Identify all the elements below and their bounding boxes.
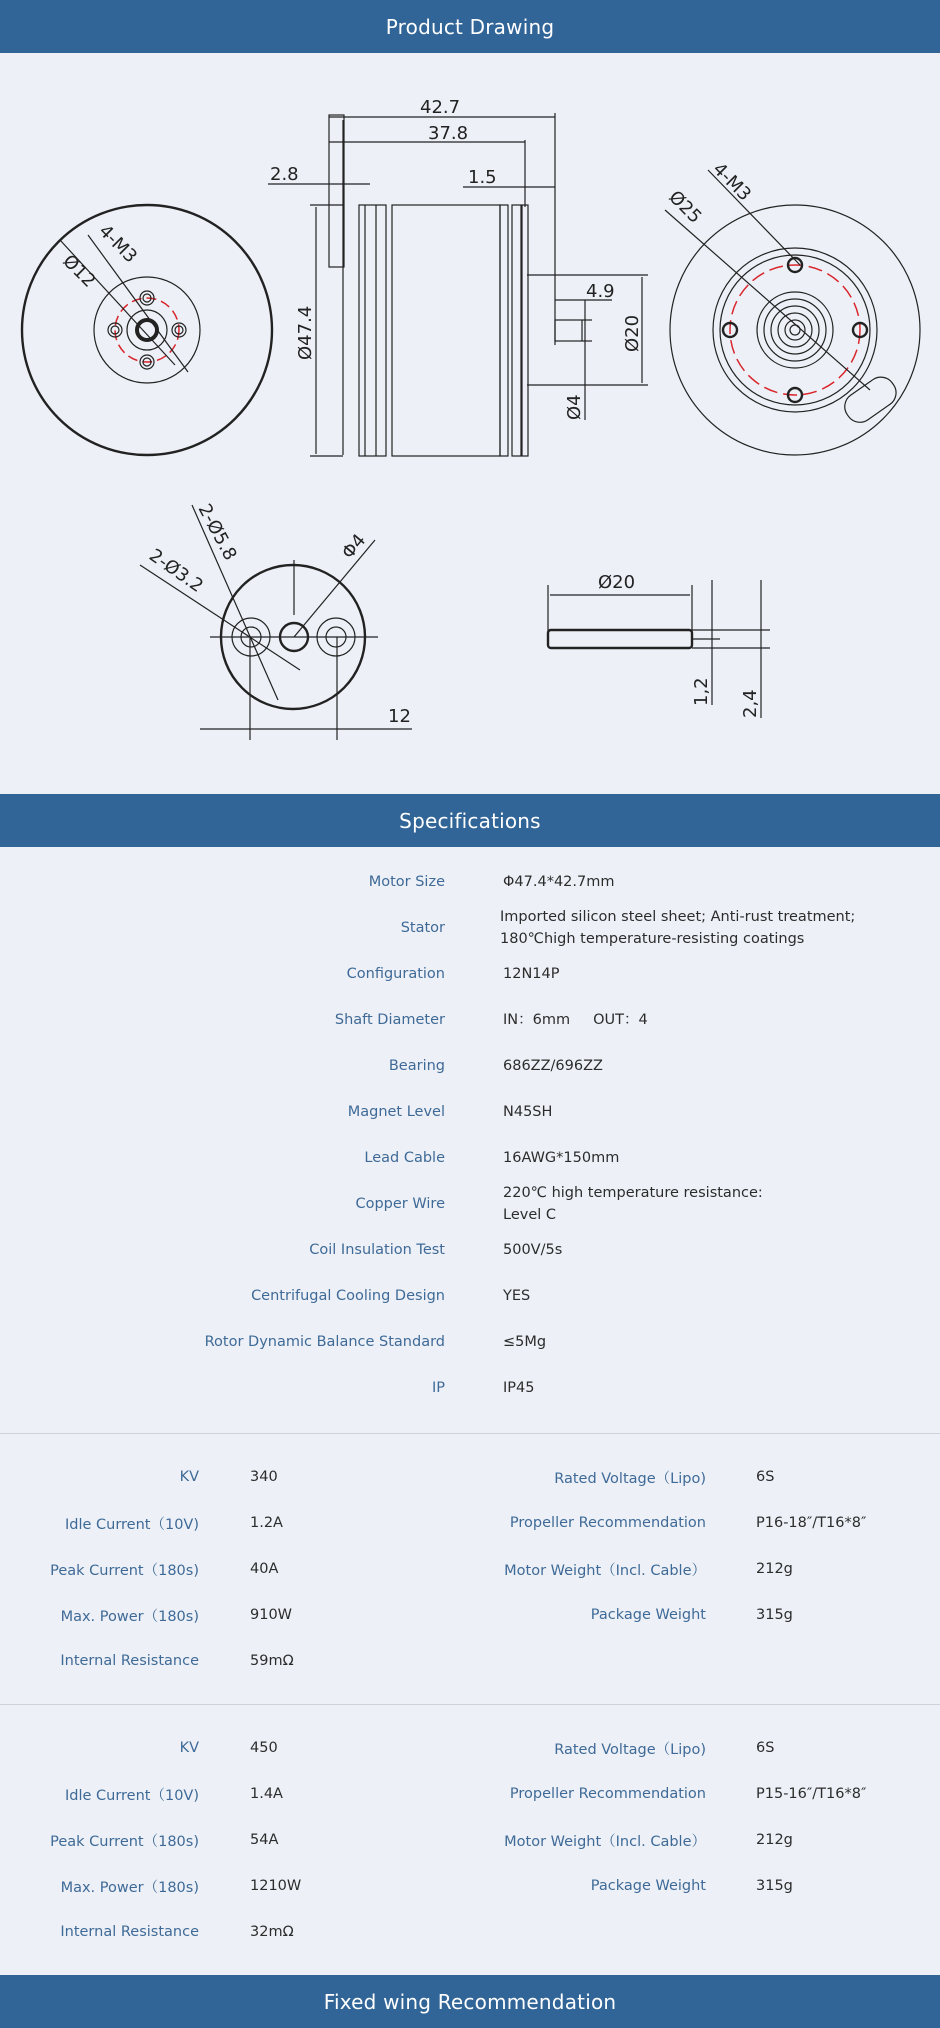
spec-value: ≤5Mg (503, 1334, 547, 1350)
perf-value: 315g (756, 1878, 793, 1894)
perf-value: 1.4A (250, 1786, 283, 1802)
spec-value-line: 220℃ high temperature resistance: (503, 1185, 763, 1201)
spec-value (445, 906, 855, 950)
svg-text:4.9: 4.9 (586, 281, 615, 302)
perf-row (0, 1863, 470, 1909)
spec-label: Coil Insulation Test (309, 1242, 445, 1258)
perf-value: 212g (756, 1561, 793, 1577)
spec-label: Copper Wire (355, 1196, 445, 1212)
spec-value (445, 1182, 763, 1226)
svg-text:42.7: 42.7 (420, 97, 461, 118)
svg-text:2,4: 2,4 (740, 689, 761, 718)
svg-text:4-M3: 4-M3 (94, 220, 142, 268)
front-view-drawing (22, 205, 272, 455)
perf-row (0, 1771, 470, 1817)
variant-right-column (470, 1454, 940, 1684)
spec-value: 686ZZ/696ZZ (503, 1058, 603, 1074)
spec-row-ip (0, 1365, 940, 1411)
perf-row (0, 1454, 470, 1500)
side-view-drawing (268, 97, 648, 456)
svg-text:Ø47.4: Ø47.4 (295, 305, 316, 360)
svg-text:Φ4: Φ4 (337, 530, 371, 564)
perf-row (470, 1863, 940, 1909)
perf-value: 59mΩ (250, 1653, 294, 1669)
perf-row (0, 1638, 470, 1684)
perf-label: Rated Voltage（Lipo) (554, 1741, 706, 1758)
perf-value: P16-18″/T16*8″ (756, 1515, 867, 1531)
perf-value: 1210W (250, 1878, 302, 1894)
section-title: Product Drawing (385, 14, 555, 39)
spec-row-magnet-level (0, 1089, 940, 1135)
prop-adapter-side-drawing (548, 572, 770, 718)
perf-label: Internal Resistance (60, 1924, 199, 1940)
variant-right-column (470, 1725, 940, 1955)
spec-value: 500V/5s (503, 1242, 563, 1258)
spec-label: Rotor Dynamic Balance Standard (204, 1334, 445, 1350)
perf-label: Package Weight (590, 1878, 706, 1894)
prop-adapter-top-drawing (140, 500, 412, 740)
perf-label: Max. Power（180s) (60, 1608, 199, 1625)
spec-value: IP45 (503, 1380, 535, 1396)
spec-value: N45SH (503, 1104, 553, 1120)
variant-kv450 (0, 1705, 940, 1975)
perf-label: KV (179, 1740, 199, 1756)
spec-value: IN：6mm OUT：4 (503, 1012, 648, 1028)
perf-label: Internal Resistance (60, 1653, 199, 1669)
perf-value: 6S (756, 1740, 775, 1756)
perf-row (470, 1817, 940, 1863)
spec-row-bearing (0, 1043, 940, 1089)
perf-row (470, 1771, 940, 1817)
svg-text:4-M3: 4-M3 (708, 158, 756, 206)
spec-label: Bearing (388, 1058, 445, 1074)
perf-label: Idle Current（10V) (64, 1516, 199, 1533)
variant-kv340 (0, 1434, 940, 1704)
technical-drawing (0, 53, 940, 794)
svg-text:1,2: 1,2 (691, 677, 712, 706)
spec-row-stator (0, 905, 940, 951)
section-title: Fixed wing Recommendation (323, 1989, 617, 2014)
spec-value-line: Imported silicon steel sheet; Anti-rust treatment; (500, 909, 856, 925)
spec-row-motor-size (0, 859, 940, 905)
perf-label: Rated Voltage（Lipo) (554, 1470, 706, 1487)
product-drawing (0, 53, 940, 794)
variant-left-column (0, 1725, 470, 1955)
spec-row-copper-wire (0, 1181, 940, 1227)
perf-value: 910W (250, 1607, 293, 1623)
spec-row-configuration (0, 951, 940, 997)
perf-value: 54A (250, 1832, 279, 1848)
svg-text:12: 12 (388, 706, 411, 727)
spec-row-coil-insulation (0, 1227, 940, 1273)
perf-label: Max. Power（180s) (60, 1879, 199, 1896)
perf-row (0, 1500, 470, 1546)
spec-value: 12N14P (503, 966, 560, 982)
spec-row-lead-cable (0, 1135, 940, 1181)
section-header-product-drawing (0, 0, 940, 53)
spec-label: Centrifugal Cooling Design (251, 1288, 445, 1304)
perf-value: 340 (250, 1469, 278, 1485)
svg-text:Ø20: Ø20 (622, 314, 643, 352)
svg-text:Ø20: Ø20 (598, 572, 636, 593)
perf-row (0, 1725, 470, 1771)
perf-row (0, 1592, 470, 1638)
spec-value-line: 180℃high temperature-resisting coatings (500, 931, 805, 947)
perf-value: 32mΩ (250, 1924, 294, 1940)
svg-text:37.8: 37.8 (428, 123, 469, 144)
perf-value: 450 (250, 1740, 278, 1756)
spec-row-shaft-diameter (0, 997, 940, 1043)
spec-label: Configuration (346, 966, 445, 982)
perf-label: Motor Weight（Incl. Cable） (504, 1833, 706, 1850)
spec-value: 16AWG*150mm (503, 1150, 620, 1166)
svg-text:Ø25: Ø25 (664, 186, 706, 228)
spec-row-cooling-design (0, 1273, 940, 1319)
spec-label: Stator (400, 920, 445, 936)
section-header-fixed-wing (0, 1975, 940, 2028)
spec-row-balance-standard (0, 1319, 940, 1365)
rear-view-drawing (664, 159, 920, 455)
perf-value: 212g (756, 1832, 793, 1848)
spec-label: Motor Size (368, 874, 445, 890)
variant-left-column (0, 1454, 470, 1684)
perf-value: 6S (756, 1469, 775, 1485)
perf-label: Propeller Recommendation (509, 1515, 706, 1531)
section-header-specifications (0, 794, 940, 847)
perf-value: 315g (756, 1607, 793, 1623)
perf-label: KV (179, 1469, 199, 1485)
spec-label: Shaft Diameter (334, 1012, 445, 1028)
spec-label: IP (431, 1380, 445, 1396)
svg-text:2-Ø5.8: 2-Ø5.8 (193, 500, 241, 564)
spec-value: Φ47.4*42.7mm (503, 874, 615, 890)
perf-value: 1.2A (250, 1515, 283, 1531)
perf-label: Motor Weight（Incl. Cable） (504, 1562, 706, 1579)
perf-label: Package Weight (590, 1607, 706, 1623)
perf-row (470, 1454, 940, 1500)
perf-row (470, 1500, 940, 1546)
spec-label: Lead Cable (364, 1150, 445, 1166)
spec-label: Magnet Level (347, 1104, 445, 1120)
perf-row (0, 1817, 470, 1863)
svg-text:Ø12: Ø12 (58, 250, 100, 292)
perf-value: P15-16″/T16*8″ (756, 1786, 867, 1802)
perf-row (470, 1592, 940, 1638)
perf-row (470, 1546, 940, 1592)
spec-value: YES (503, 1288, 531, 1304)
perf-label: Idle Current（10V) (64, 1787, 199, 1804)
perf-row (0, 1909, 470, 1955)
perf-row (0, 1546, 470, 1592)
svg-text:1.5: 1.5 (468, 167, 497, 188)
section-title: Specifications (399, 808, 541, 833)
perf-row (470, 1725, 940, 1771)
svg-text:Ø4: Ø4 (564, 394, 585, 420)
perf-label: Peak Current（180s) (50, 1562, 199, 1579)
perf-label: Propeller Recommendation (509, 1786, 706, 1802)
spec-list (0, 847, 940, 1433)
svg-text:2-Ø3.2: 2-Ø3.2 (145, 544, 207, 597)
svg-text:2.8: 2.8 (270, 164, 299, 185)
perf-label: Peak Current（180s) (50, 1833, 199, 1850)
spec-value-line: Level C (503, 1207, 557, 1223)
perf-value: 40A (250, 1561, 279, 1577)
